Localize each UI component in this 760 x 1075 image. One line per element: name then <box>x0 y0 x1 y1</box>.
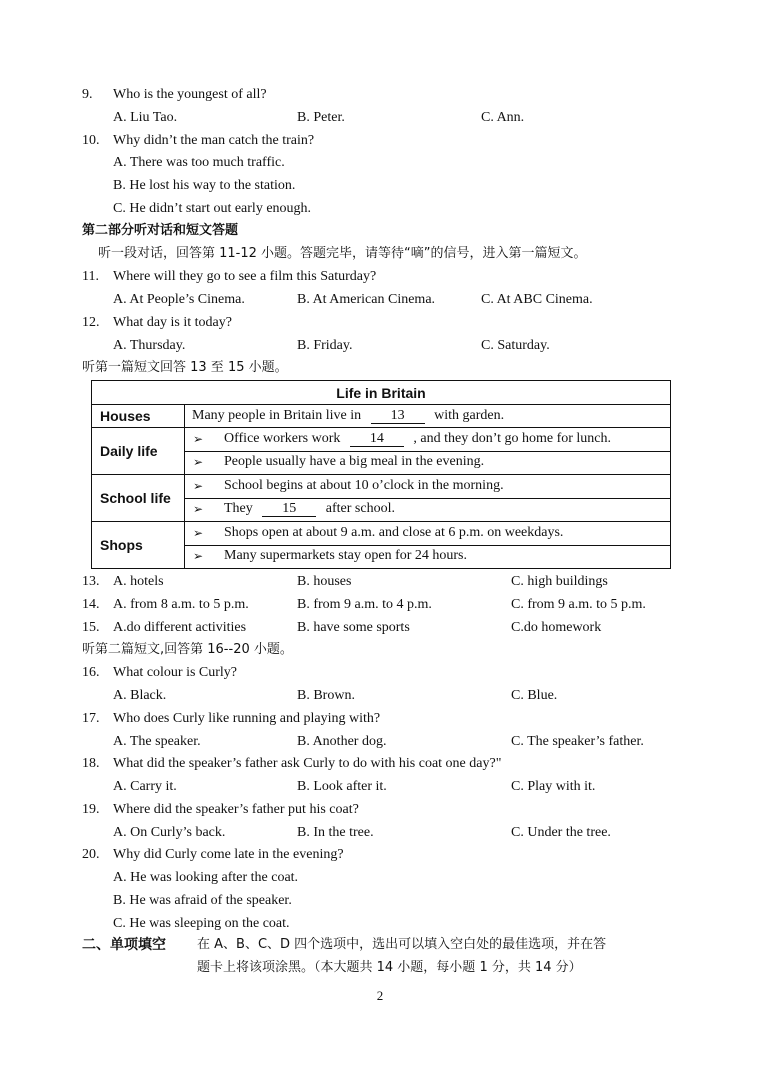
instruction: 听第二篇短文,回答第 16--20 小题。 <box>82 642 293 657</box>
option-b: B. Friday. <box>297 338 353 353</box>
option-a: A. from 8 a.m. to 5 p.m. <box>113 597 249 612</box>
question-text: Why did Curly come late in the evening? <box>113 847 344 862</box>
question-number: 12. <box>82 315 100 330</box>
table-divider <box>92 427 670 428</box>
option-a: A.do different activities <box>113 620 247 635</box>
question-number: 15. <box>82 620 100 635</box>
option-a: A. Liu Tao. <box>113 110 178 125</box>
option-c: C. The speaker’s father. <box>511 734 644 749</box>
question-text: Why didn’t the man catch the train? <box>113 133 315 148</box>
option-a: A. At People’s Cinema. <box>113 292 245 307</box>
question-number: 11. <box>82 269 99 284</box>
bullet-arrow-icon: ➢ <box>193 455 204 469</box>
instruction: 题卡上将该项涂黑。（本大题共 14 小题，每小题 1 分，共 14 分） <box>197 960 582 975</box>
option-b: B. In the tree. <box>297 825 374 840</box>
option-c: C. He was sleeping on the coat. <box>113 916 290 931</box>
option-b: B. houses <box>297 574 352 589</box>
blank-14: 14 <box>350 431 404 447</box>
option-b: B. Look after it. <box>297 779 387 794</box>
instruction: 在 A、B、C、D 四个选项中，选出可以填入空白处的最佳选项，并在答 <box>197 937 607 952</box>
section-heading: 二、单项填空 <box>82 937 166 953</box>
table-divider <box>92 474 670 475</box>
instruction: 听第一篇短文回答 13 至 15 小题。 <box>82 360 288 375</box>
row-label-houses: Houses <box>100 408 151 424</box>
info-table <box>91 380 671 569</box>
school-life-line-2: They 15 after school. <box>224 501 395 516</box>
question-text: Who does Curly like running and playing with? <box>113 711 381 726</box>
option-c: C. Under the tree. <box>511 825 611 840</box>
option-a: A. Black. <box>113 688 167 703</box>
question-number: 10. <box>82 133 100 148</box>
option-c: C. Play with it. <box>511 779 596 794</box>
option-b: B. He was afraid of the speaker. <box>113 893 292 908</box>
option-c: C. At ABC Cinema. <box>481 292 593 307</box>
option-a: A. On Curly’s back. <box>113 825 226 840</box>
option-b: B. Peter. <box>297 110 345 125</box>
question-number: 13. <box>82 574 100 589</box>
option-a: A. The speaker. <box>113 734 201 749</box>
option-b: B. from 9 a.m. to 4 p.m. <box>297 597 432 612</box>
question-text: What day is it today? <box>113 315 232 330</box>
question-number: 14. <box>82 597 100 612</box>
option-b: B. have some sports <box>297 620 410 635</box>
question-number: 19. <box>82 802 100 817</box>
blank-13: 13 <box>371 408 425 424</box>
option-c: C. high buildings <box>511 574 608 589</box>
blank-15: 15 <box>262 501 316 517</box>
question-text: Where will they go to see a film this Saturday? <box>113 269 377 284</box>
table-title: Life in Britain <box>336 385 426 401</box>
option-c: C. Saturday. <box>481 338 550 353</box>
option-a: A. hotels <box>113 574 164 589</box>
daily-life-line-1: Office workers work 14 , and they don’t go home for lunch. <box>224 431 612 446</box>
option-c: C. from 9 a.m. to 5 p.m. <box>511 597 646 612</box>
page-number: 2 <box>376 988 384 1003</box>
row-label-daily-life: Daily life <box>100 443 158 459</box>
option-c: C. He didn’t start out early enough. <box>113 201 312 216</box>
option-a: A. There was too much traffic. <box>113 155 285 170</box>
option-b: B. Brown. <box>297 688 355 703</box>
question-number: 16. <box>82 665 100 680</box>
bullet-arrow-icon: ➢ <box>193 432 204 446</box>
option-b: B. He lost his way to the station. <box>113 178 296 193</box>
question-number: 18. <box>82 756 100 771</box>
question-text: Where did the speaker’s father put his coat? <box>113 802 359 817</box>
instruction: 听一段对话，回答第 11-12 小题。答题完毕，请等待“嘀”的信号，进入第一篇短文。 <box>98 246 587 261</box>
option-c: C. Ann. <box>481 110 525 125</box>
option-a: A. Thursday. <box>113 338 186 353</box>
daily-life-line-2: People usually have a big meal in the evening. <box>224 454 485 469</box>
section-heading: 第二部分听对话和短文答题 <box>82 223 239 238</box>
school-life-line-1: School begins at about 10 o’clock in the morning. <box>224 478 504 493</box>
shops-line-2: Many supermarkets stay open for 24 hours. <box>224 548 468 563</box>
bullet-arrow-icon: ➢ <box>193 479 204 493</box>
bullet-arrow-icon: ➢ <box>193 549 204 563</box>
question-text: Who is the youngest of all? <box>113 87 267 102</box>
row-label-shops: Shops <box>100 537 143 553</box>
question-number: 9. <box>82 87 93 102</box>
houses-text: Many people in Britain live in 13 with garden. <box>192 408 505 423</box>
row-label-school-life: School life <box>100 490 171 506</box>
option-b: B. At American Cinema. <box>297 292 436 307</box>
table-divider <box>184 498 670 499</box>
question-text: What did the speaker’s father ask Curly to do with his coat one day?" <box>113 756 502 771</box>
table-column-divider <box>184 404 185 568</box>
bullet-arrow-icon: ➢ <box>193 502 204 516</box>
table-divider <box>92 404 670 405</box>
table-divider <box>92 521 670 522</box>
option-a: A. He was looking after the coat. <box>113 870 299 885</box>
question-number: 17. <box>82 711 100 726</box>
question-number: 20. <box>82 847 100 862</box>
table-divider <box>184 451 670 452</box>
option-b: B. Another dog. <box>297 734 387 749</box>
bullet-arrow-icon: ➢ <box>193 526 204 540</box>
option-c: C. Blue. <box>511 688 558 703</box>
question-text: What colour is Curly? <box>113 665 238 680</box>
option-a: A. Carry it. <box>113 779 177 794</box>
shops-line-1: Shops open at about 9 a.m. and close at 6 p.m. on weekdays. <box>224 525 564 540</box>
option-c: C.do homework <box>511 620 602 635</box>
table-divider <box>184 545 670 546</box>
